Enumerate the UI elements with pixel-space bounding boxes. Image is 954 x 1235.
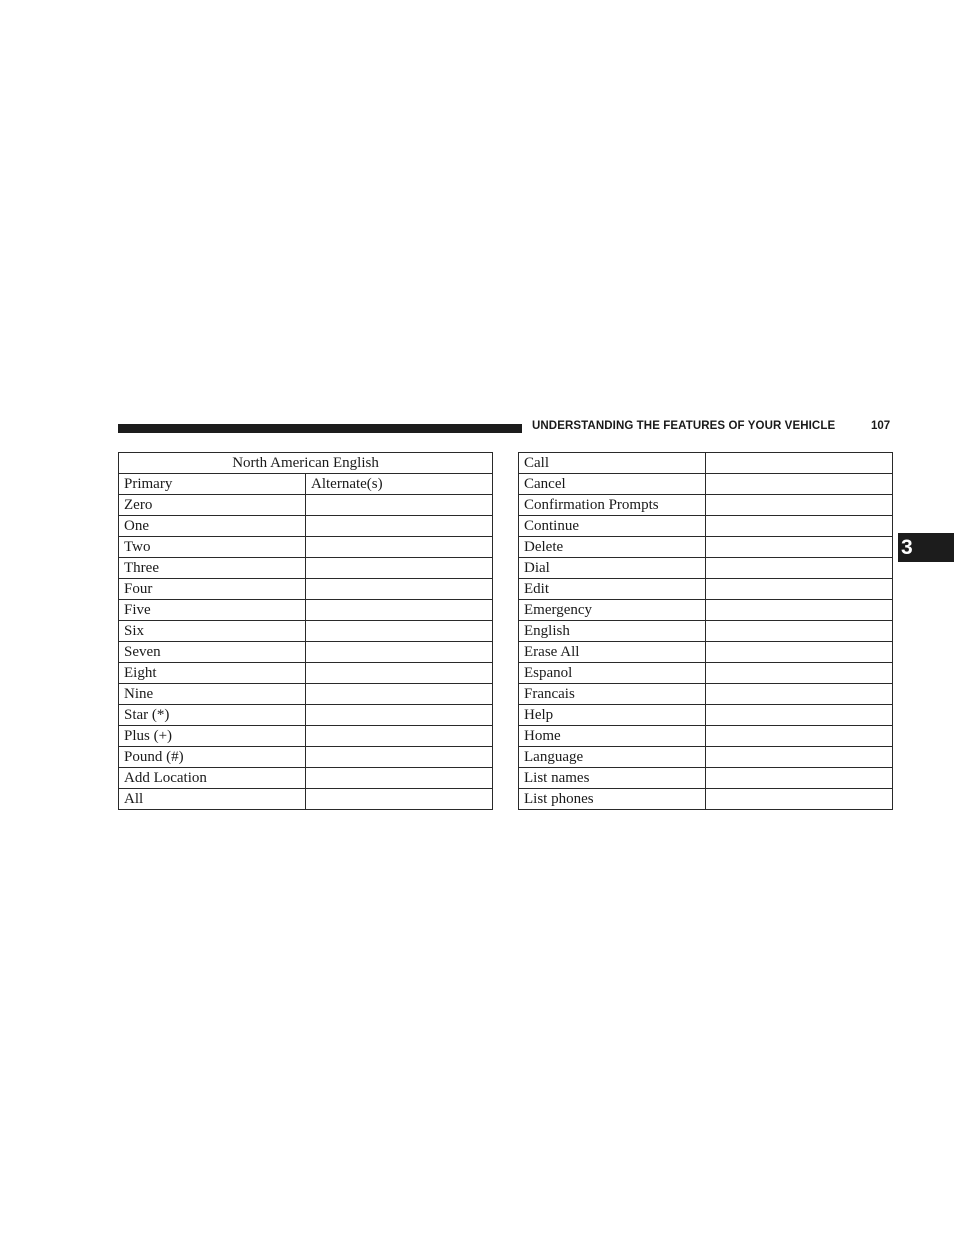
table-row — [119, 558, 493, 579]
command-primary: Pound (#) — [119, 747, 306, 768]
table-row — [519, 684, 893, 705]
table-row — [519, 558, 893, 579]
command-alternate — [706, 768, 893, 789]
command-alternate — [706, 600, 893, 621]
command-primary: Four — [119, 579, 306, 600]
table-row — [519, 747, 893, 768]
command-primary: Language — [519, 747, 706, 768]
command-alternate — [306, 789, 493, 810]
table-row — [119, 663, 493, 684]
command-primary: Dial — [519, 558, 706, 579]
table-row — [519, 705, 893, 726]
command-primary: Delete — [519, 537, 706, 558]
command-primary: Add Location — [119, 768, 306, 789]
command-alternate — [706, 684, 893, 705]
table-caption-row — [119, 453, 493, 474]
command-alternate — [706, 747, 893, 768]
table-row — [519, 537, 893, 558]
command-primary: Espanol — [519, 663, 706, 684]
table-row — [119, 684, 493, 705]
command-alternate — [706, 495, 893, 516]
page-number: 107 — [871, 420, 891, 432]
table-row — [119, 621, 493, 642]
command-alternate — [706, 705, 893, 726]
command-primary: Help — [519, 705, 706, 726]
command-primary: Emergency — [519, 600, 706, 621]
column-header-primary: Primary — [119, 474, 306, 495]
table-row — [519, 495, 893, 516]
command-alternate — [306, 558, 493, 579]
command-alternate — [306, 600, 493, 621]
command-alternate — [306, 621, 493, 642]
table-row — [119, 495, 493, 516]
command-alternate — [306, 747, 493, 768]
command-primary: English — [519, 621, 706, 642]
table-row — [519, 789, 893, 810]
command-primary: Francais — [519, 684, 706, 705]
command-alternate — [706, 789, 893, 810]
command-primary: Seven — [119, 642, 306, 663]
command-alternate — [706, 663, 893, 684]
table-row — [119, 768, 493, 789]
command-alternate — [706, 621, 893, 642]
column-header-alternates: Alternate(s) — [306, 474, 493, 495]
table-row — [519, 453, 893, 474]
table-row — [119, 705, 493, 726]
command-alternate — [306, 768, 493, 789]
command-alternate — [306, 495, 493, 516]
table-row — [519, 663, 893, 684]
command-alternate — [306, 663, 493, 684]
command-primary: All — [119, 789, 306, 810]
command-alternate — [706, 579, 893, 600]
command-primary: Eight — [119, 663, 306, 684]
table-caption: North American English — [119, 453, 493, 474]
table-row — [519, 474, 893, 495]
command-primary: Cancel — [519, 474, 706, 495]
command-primary: Zero — [119, 495, 306, 516]
command-alternate — [306, 579, 493, 600]
command-primary: Plus (+) — [119, 726, 306, 747]
table-row — [519, 516, 893, 537]
command-primary: Call — [519, 453, 706, 474]
command-alternate — [706, 516, 893, 537]
command-alternate — [706, 642, 893, 663]
command-alternate — [306, 705, 493, 726]
command-primary: Three — [119, 558, 306, 579]
table-row — [119, 516, 493, 537]
command-alternate — [706, 558, 893, 579]
command-primary: One — [119, 516, 306, 537]
header-rule — [118, 424, 522, 433]
command-primary: Nine — [119, 684, 306, 705]
command-primary: List names — [519, 768, 706, 789]
table-row — [519, 642, 893, 663]
command-alternate — [306, 642, 493, 663]
table-row — [519, 768, 893, 789]
table-row — [119, 579, 493, 600]
command-alternate — [706, 726, 893, 747]
command-alternate — [306, 726, 493, 747]
table-row — [519, 726, 893, 747]
command-primary: List phones — [519, 789, 706, 810]
command-primary: Six — [119, 621, 306, 642]
table-row — [519, 621, 893, 642]
table-row — [519, 579, 893, 600]
command-primary: Erase All — [519, 642, 706, 663]
voice-commands-table-left — [118, 452, 493, 810]
command-alternate — [306, 684, 493, 705]
command-primary: Two — [119, 537, 306, 558]
command-alternate — [306, 537, 493, 558]
table-row — [119, 537, 493, 558]
table-row — [519, 600, 893, 621]
command-primary: Edit — [519, 579, 706, 600]
table-row — [119, 600, 493, 621]
command-primary: Home — [519, 726, 706, 747]
table-header-row — [119, 474, 493, 495]
voice-commands-table-right — [518, 452, 893, 810]
section-title: UNDERSTANDING THE FEATURES OF YOUR VEHICLE — [532, 420, 836, 432]
command-alternate — [706, 537, 893, 558]
command-alternate — [706, 453, 893, 474]
table-row — [119, 747, 493, 768]
command-alternate — [706, 474, 893, 495]
table-row — [119, 726, 493, 747]
chapter-tab: 3 — [898, 533, 954, 562]
command-alternate — [306, 516, 493, 537]
command-primary: Continue — [519, 516, 706, 537]
table-row — [119, 789, 493, 810]
command-primary: Confirmation Prompts — [519, 495, 706, 516]
table-row — [119, 642, 493, 663]
command-primary: Five — [119, 600, 306, 621]
command-primary: Star (*) — [119, 705, 306, 726]
